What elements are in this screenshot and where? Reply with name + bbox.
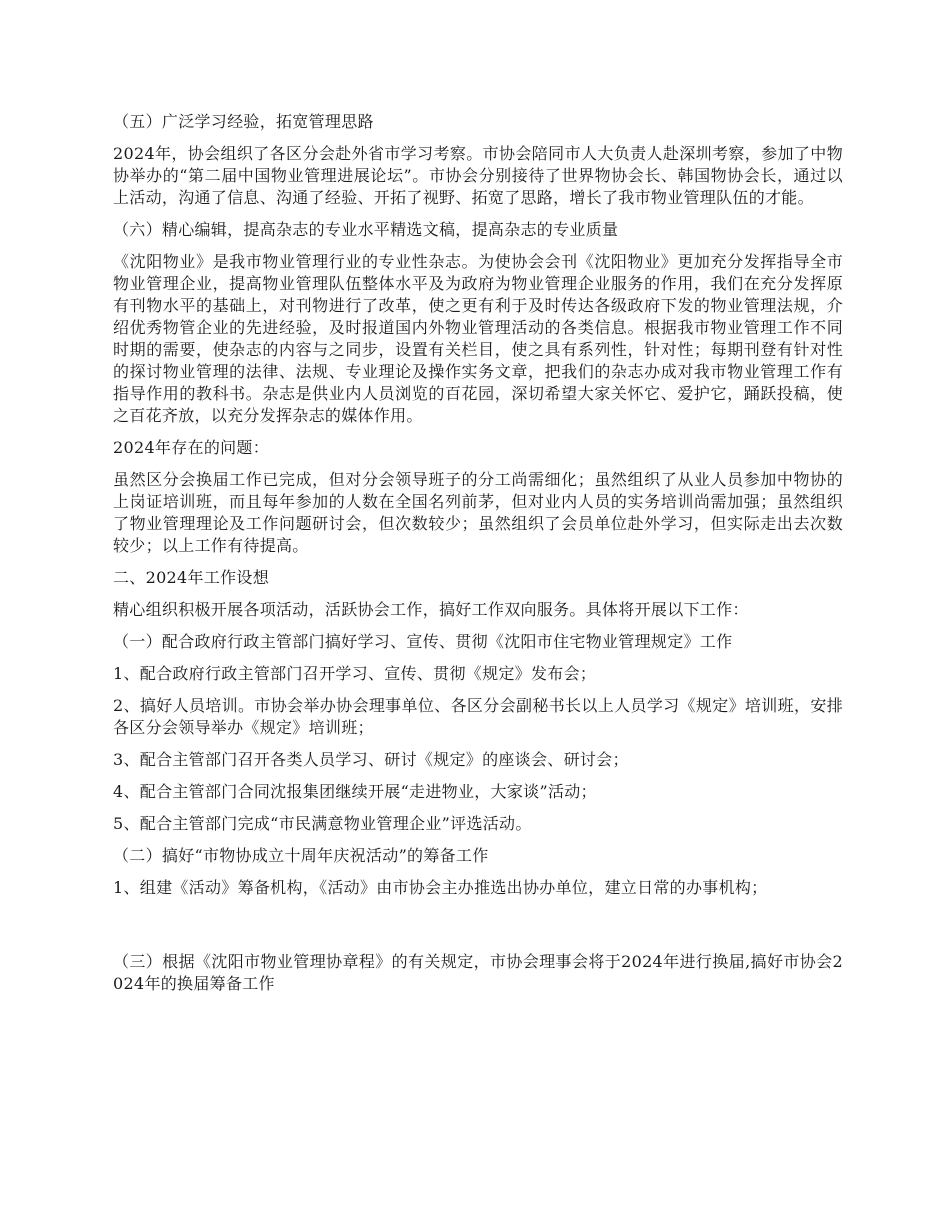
plan-item-3-heading: （三）根据《沈阳市物业管理协章程》的有关规定，市协会理事会将于2024年进行换届,搞好市协会2024年的换届筹备工作 (113, 952, 843, 993)
plan-item-1-2: 2、搞好人员培训。市协会举办协会理事单位、各区分会副秘书长以上人员学习《规定》培训班，安排各区分会领导举办《规定》培训班； (113, 696, 843, 737)
plan-item-1-4: 4、配合主管部门合同沈报集团继续开展“走进物业，大家谈”活动； (113, 782, 597, 801)
paragraph-study-tour: 2024年，协会组织了各区分会赴外省市学习考察。市协会陪同市人大负责人赴深圳考察，参加了中物协举办的“第二届中国物业管理进展论坛”。市协会分别接待了世界物协会长、韩国物协会长，通过以上活动，沟通了信息、沟通了经验、开拓了视野、拓宽了思路，增长了我市物业管理队伍的才能。 (113, 144, 843, 207)
plan-item-1-3: 3、配合主管部门召开各类人员学习、研讨《规定》的座谈会、研讨会； (113, 750, 629, 769)
plan-item-1-heading: （一）配合政府行政主管部门搞好学习、宣传、贯彻《沈阳市住宅物业管理规定》工作 (113, 632, 733, 651)
section-heading-6: （六）精心编辑，提高杂志的专业水平精选文稿，提高杂志的专业质量 (113, 220, 619, 239)
plan-item-1-1: 1、配合政府行政主管部门召开学习、宣传、贯彻《规定》发布会； (113, 664, 597, 683)
plan-item-2-1: 1、组建《活动》筹备机构，《活动》由市协会主办推选出协办单位，建立日常的办事机构； (113, 878, 768, 897)
paragraph-magazine: 《沈阳物业》是我市物业管理行业的专业性杂志。为使协会会刊《沈阳物业》更加充分发挥指导全市物业管理企业，提高物业管理队伍整体水平及为政府为物业管理企业服务的作用，我们在充分发挥原有刊物水平的基础上，对刊物进行了改革，使之更有利于及时传达各级政府下发的物业管理法规，介绍优秀物管企业的先进经验，及时报道国内外物业管理活动的各类信息。根据我市物业管理工作不同时期的需要，使杂志的内容与之同步，设置有关栏目，使之具有系列性，针对性；每期刊登有针对性的探讨物业管理的法律、法规、专业理论及操作实务文章，把我们的杂志办成对我市物业管理工作有指导作用的教科书。杂志是供业内人员浏览的百花园，深切希望大家关怀它、爱护它，踊跃投稿，使之百花齐放，以充分发挥杂志的媒体作用。 (113, 252, 843, 425)
document-page (113, 111, 843, 995)
problems-heading: 2024年存在的问题： (113, 438, 270, 457)
part-two-heading: 二、2024年工作设想 (113, 568, 270, 587)
paragraph-plan-intro: 精心组织积极开展各项活动，活跃协会工作，搞好工作双向服务。具体将开展以下工作： (113, 600, 749, 619)
plan-item-1-5: 5、配合主管部门完成“市民满意物业管理企业”评选活动。 (113, 814, 532, 833)
paragraph-problems: 虽然区分会换届工作已完成，但对分会领导班子的分工尚需细化；虽然组织了从业人员参加中物协的上岗证培训班，而且每年参加的人数在全国名列前茅，但对业内人员的实务培训尚需加强；虽然组织了物业管理理论及工作问题研讨会，但次数较少；虽然组织了会员单位赴外学习，但实际走出去次数较少；以上工作有待提高。 (113, 470, 843, 555)
plan-item-2-heading: （二）搞好“市物协成立十周年庆祝活动”的筹备工作 (113, 846, 489, 865)
section-heading-5: （五）广泛学习经验，拓宽管理思路 (113, 112, 374, 131)
